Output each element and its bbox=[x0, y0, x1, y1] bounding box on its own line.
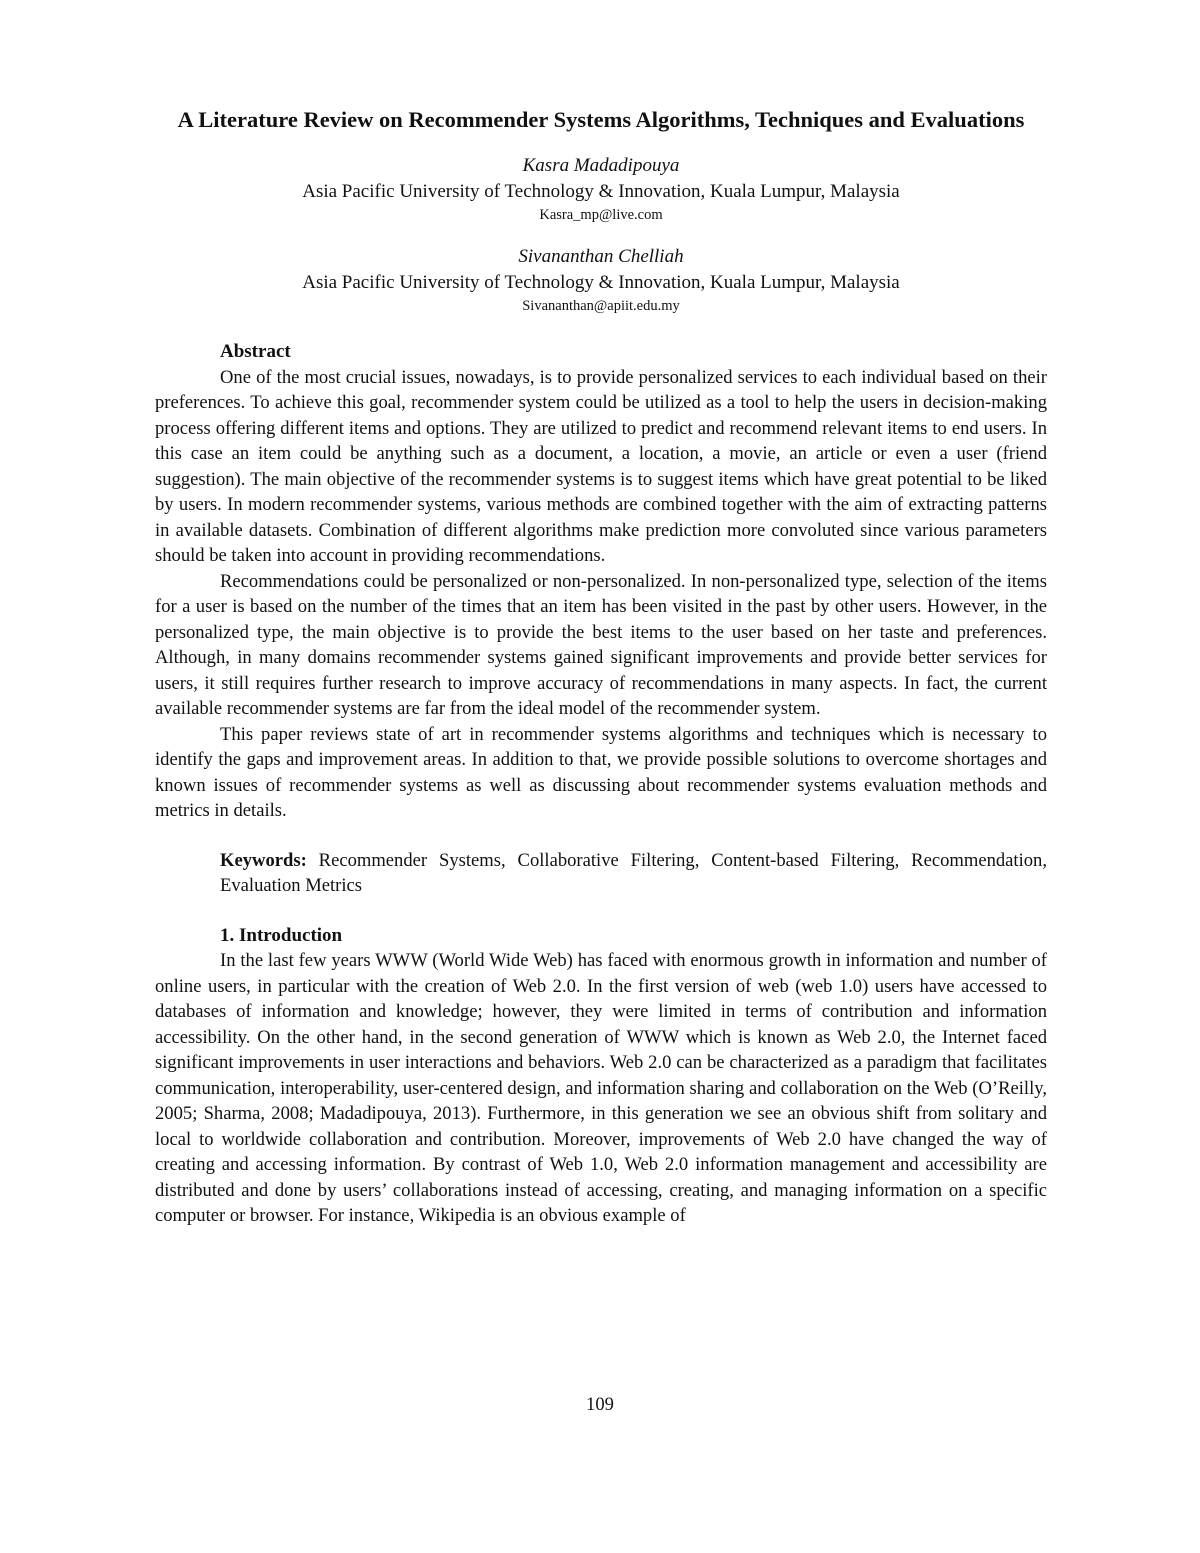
author-name: Kasra Madadipouya bbox=[522, 155, 680, 176]
introduction-paragraph: In the last few years WWW (World Wide Web) has faced with enormous growth in information and number of online users, in particular with the creation of Web 2.0. In the first version of web (web 1.0) users have accessed to databases of information and knowledge; however, they were limited in terms of contribution and information accessibility. On the other hand, in the second generation of WWW which is known as Web 2.0, the Internet faced significant improvements in user interactions and behaviors. Web 2.0 can be characterized as a paradigm that facilitates communication, interoperability, user-centered design, and information sharing and collaboration on the Web (O’Reilly, 2005; Sharma, 2008; Madadipouya, 2013). Furthermore, in this generation we see an obvious shift from solitary and local to worldwide collaboration and contribution. Moreover, improvements of Web 2.0 have changed the way of creating and accessing information. By contrast of Web 1.0, Web 2.0 information management and accessibility are distributed and done by users’ collaborations instead of accessing, creating, and managing information on a specific computer or browser. For instance, Wikipedia is an obvious example of bbox=[155, 950, 1047, 1226]
author-email: Kasra_mp@live.com bbox=[539, 207, 663, 223]
page-number: 109 bbox=[586, 1394, 614, 1415]
author-email: Sivananthan@apiit.edu.my bbox=[522, 298, 680, 314]
author-affiliation: Asia Pacific University of Technology & Innovation, Kuala Lumpur, Malaysia bbox=[302, 181, 900, 202]
abstract-paragraph: One of the most crucial issues, nowadays, is to provide personalized services to each individual based on their preferences. To achieve this goal, recommender system could be utilized as a tool to help the users in decision-making process offering different items and options. They are utilized to predict and recommend relevant items to end users. In this case an item could be anything such as a document, a location, a movie, an article or even a user (friend suggestion). The main objective of the recommender systems is to suggest items which have great potential to be liked by users. In modern recommender systems, various methods are combined together with the aim of extracting patterns in available datasets. Combination of different algorithms make prediction more convoluted since various parameters should be taken into account in providing recommendations. bbox=[155, 366, 1047, 566]
abstract-paragraph: This paper reviews state of art in recommender systems algorithms and techniques which is necessary to identify the gaps and improvement areas. In addition to that, we provide possible solutions to overcome shortages and known issues of recommender systems as well as discussing about recommender systems evaluation methods and metrics in details. bbox=[155, 723, 1047, 821]
abstract-paragraph: Recommendations could be personalized or non-personalized. In non-personalized type, selection of the items for a user is based on the number of the times that an item has been visited in the past by other users. However, in the personalized type, the main objective is to provide the best items to the user based on her taste and preferences. Although, in many domains recommender systems gained significant improvements and provide better services for users, it still requires further research to improve accuracy of recommendations in many aspects. In fact, the current available recommender systems are far from the ideal model of the recommender system. bbox=[155, 570, 1047, 719]
author-name: Sivananthan Chelliah bbox=[518, 246, 684, 267]
author-block-1 bbox=[155, 153, 1047, 226]
author-block-2 bbox=[155, 244, 1047, 317]
paper-page bbox=[155, 104, 1047, 1229]
keywords-label: Keywords: bbox=[220, 849, 307, 871]
paper-title: A Literature Review on Recommender Systems Algorithms, Techniques and Evaluations bbox=[177, 107, 1025, 132]
author-affiliation: Asia Pacific University of Technology & Innovation, Kuala Lumpur, Malaysia bbox=[302, 272, 900, 293]
keywords-text: Recommender Systems, Collaborative Filtering, Content-based Filtering, Recommendation, Evaluation Metrics bbox=[220, 849, 1047, 896]
abstract-heading: Abstract bbox=[220, 341, 291, 362]
introduction-heading: 1. Introduction bbox=[220, 924, 343, 946]
keywords-line bbox=[220, 848, 1047, 899]
